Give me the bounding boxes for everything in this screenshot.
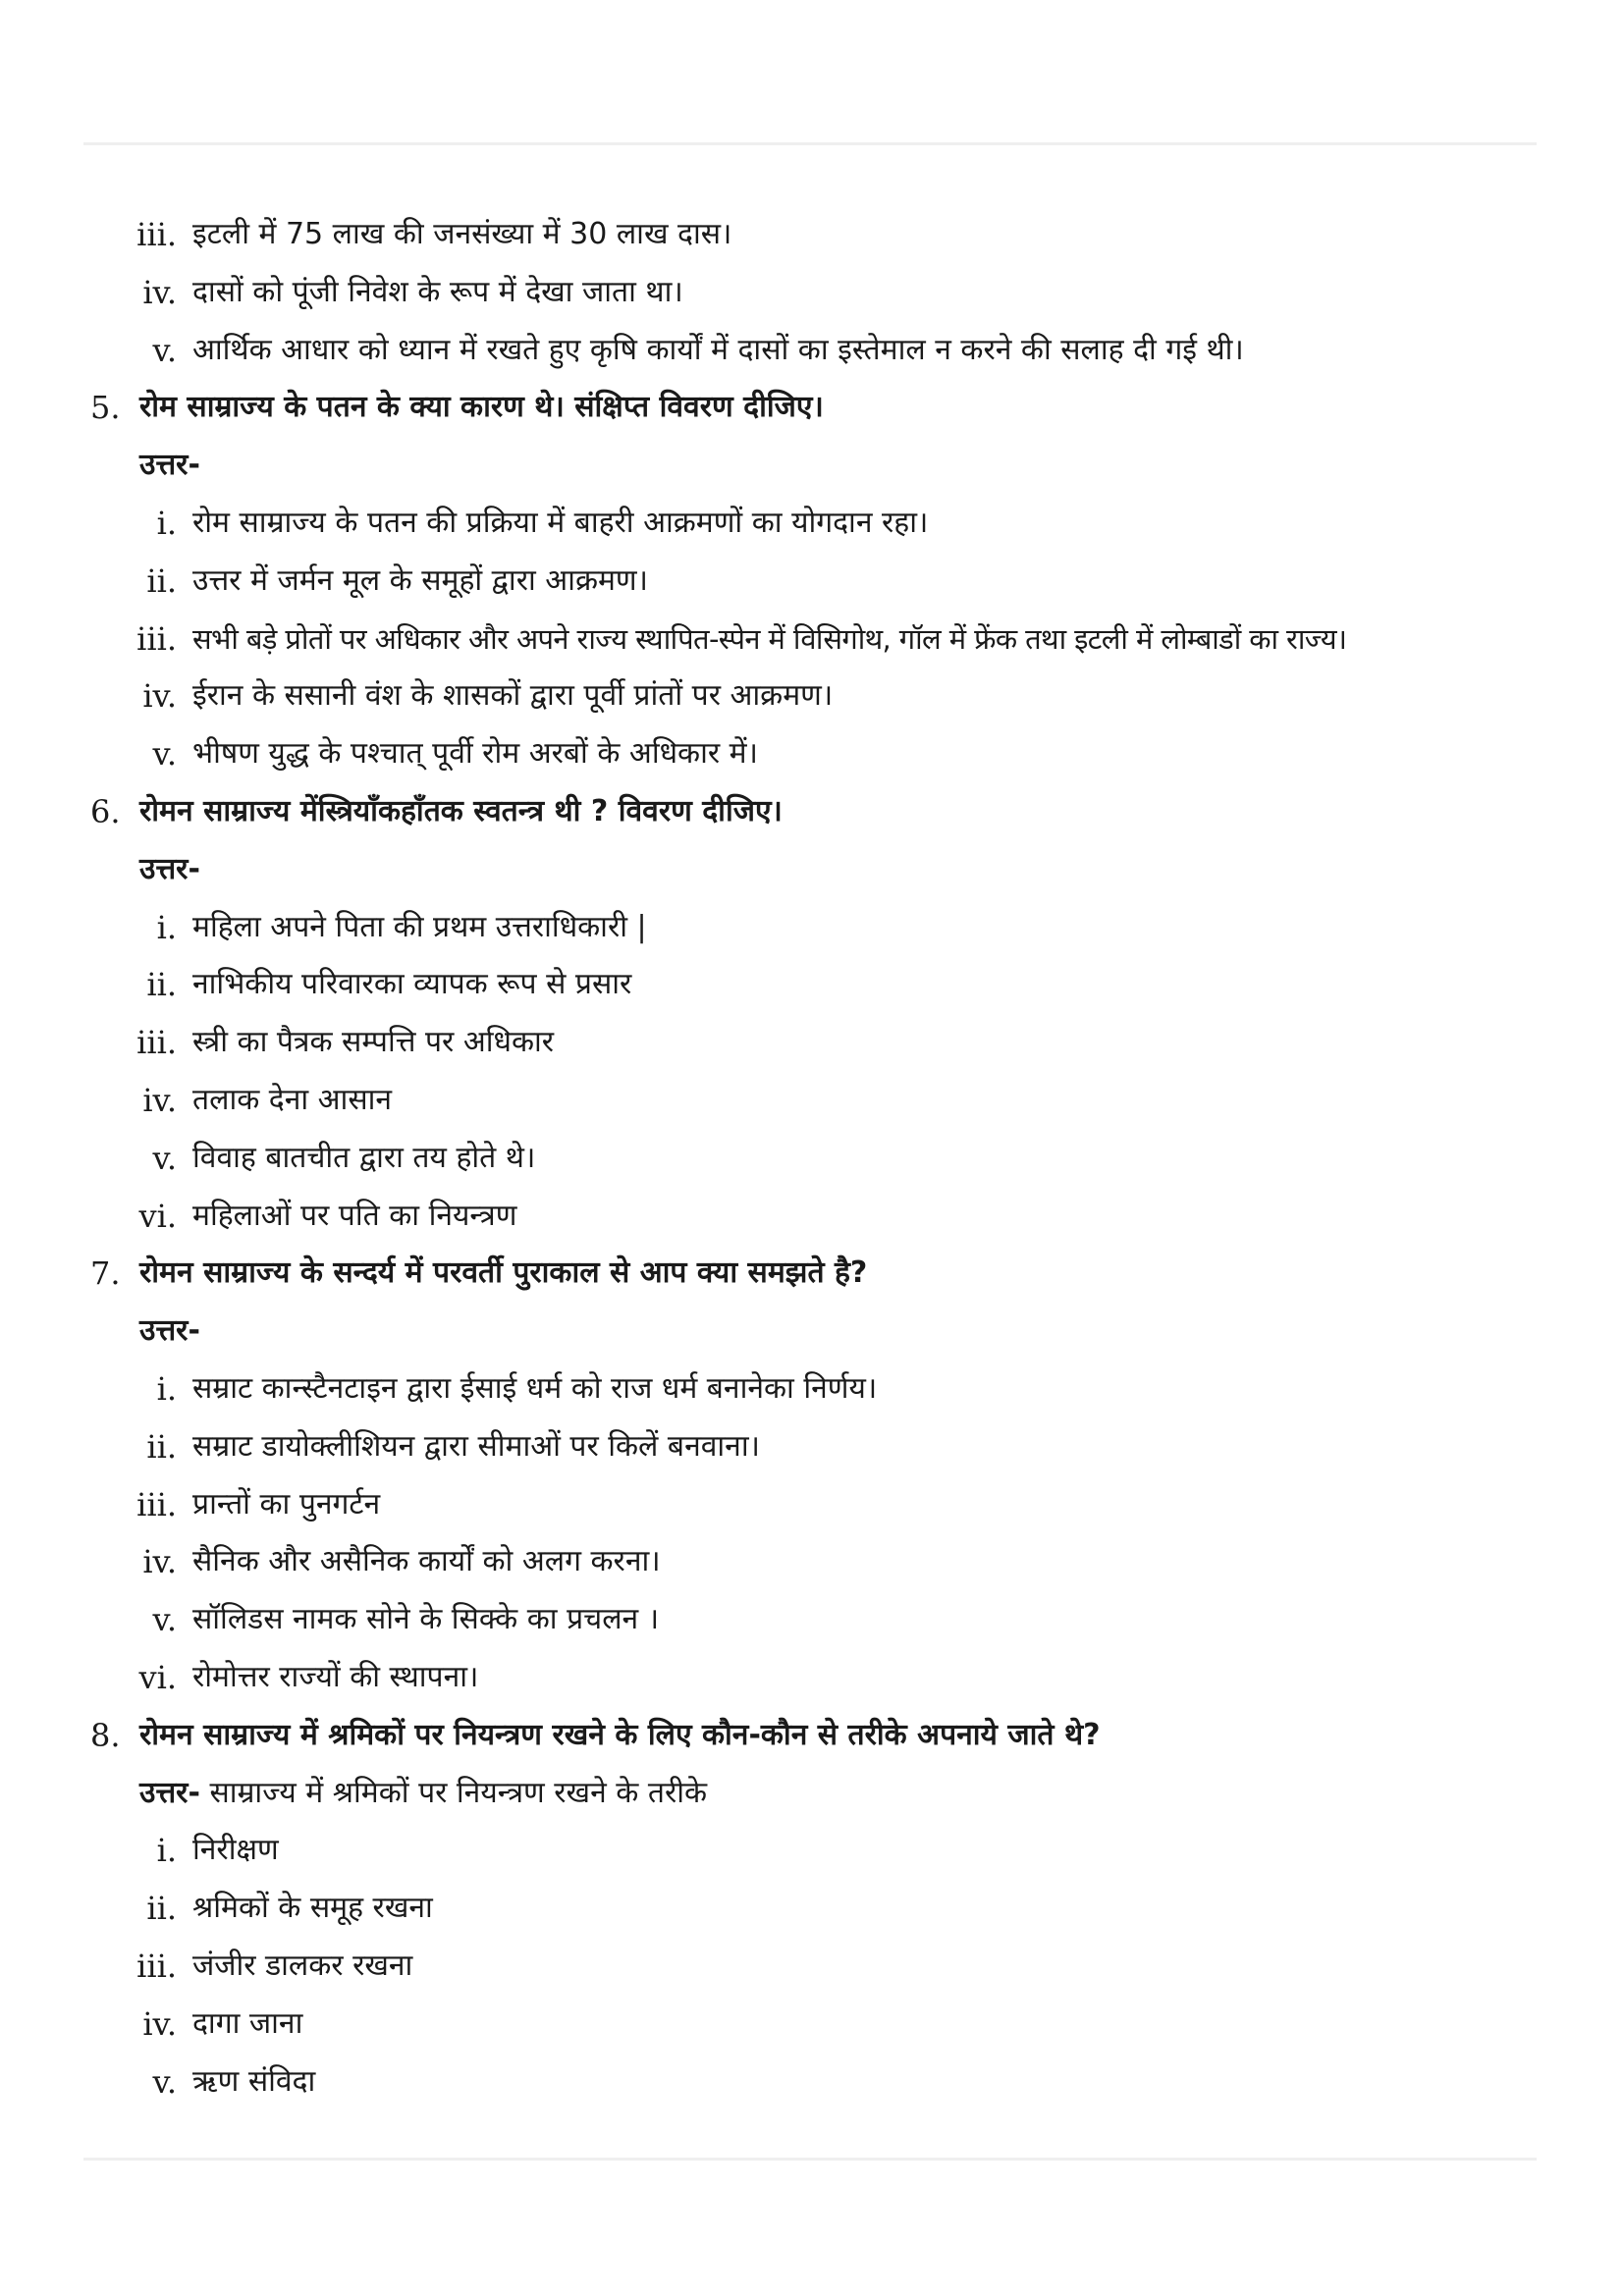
answer-label-row xyxy=(0,1303,1623,1361)
item-text: महिला अपने पिता की प्रथम उत्तराधिकारी | xyxy=(192,909,647,944)
item-number: i. xyxy=(156,504,177,542)
list-item xyxy=(0,725,1623,783)
list-item xyxy=(0,1418,1623,1476)
item-number: iv. xyxy=(142,273,177,311)
list-item xyxy=(0,611,1623,668)
item-number: iii. xyxy=(136,619,177,658)
item-number: v. xyxy=(152,1601,177,1639)
item-text: नाभिकीय परिवारका व्यापक रूप से प्रसार xyxy=(192,967,632,1002)
list-item xyxy=(0,264,1623,322)
item-text: दागा जाना xyxy=(192,2005,303,2041)
item-text: सम्राट कान्स्टैनटाइन द्वारा ईसाई धर्म को राज धर्म बनानेका निर्णय। xyxy=(192,1370,878,1406)
item-number: ii. xyxy=(146,561,177,600)
list-item xyxy=(0,1361,1623,1418)
item-number: v. xyxy=(152,735,177,774)
question-text: रोमन साम्राज्य के सन्दर्य में परवर्ती पुराकाल से आप क्या समझते है? xyxy=(139,1255,868,1291)
question-number: 8. xyxy=(90,1716,121,1754)
list-item xyxy=(0,1533,1623,1591)
item-text: रोमोत्तर राज्यों की स्थापना। xyxy=(192,1659,479,1694)
item-text: भीषण युद्ध के पश्चात् पूर्वी रोम अरबों के अधिकार में। xyxy=(192,736,758,772)
item-text: रोम साम्राज्य के पतन की प्रक्रिया में बाहरी आक्रमणों का योगदान रहा। xyxy=(192,505,929,540)
item-text: आर्थिक आधार को ध्यान में रखते हुए कृषि कार्यों में दासों का इस्तेमाल न करने की सलाह दी गई थी। xyxy=(192,332,1244,367)
list-item xyxy=(0,1188,1623,1246)
list-item xyxy=(0,1130,1623,1188)
question-number: 5. xyxy=(90,389,121,427)
item-text: दासों को पूंजी निवेश के रूप में देखा जाता था। xyxy=(192,274,683,309)
item-text: सभी बड़े प्रोतों पर अधिकार और अपने राज्य स्थापित-स्पेन में विसिगोथ, गॉल में फ्रेंक तथा इटली में लोम्बाडों का राज्य। xyxy=(192,621,1347,656)
item-number: iv. xyxy=(142,2004,177,2043)
item-text: महिलाओं पर पति का नियन्त्रण xyxy=(192,1198,517,1233)
list-item xyxy=(0,1072,1623,1130)
list-item xyxy=(0,899,1623,957)
list-item xyxy=(0,1822,1623,1880)
answer-label: उत्तर- साम्राज्य में श्रमिकों पर नियन्त्रण रखने के तरीके xyxy=(139,1775,708,1810)
answer-label-row xyxy=(0,1765,1623,1823)
item-number: iii. xyxy=(136,1947,177,1985)
item-text: ईरान के ससानी वंश के शासकों द्वारा पूर्वी प्रांतों पर आक्रमण। xyxy=(192,678,834,714)
list-item xyxy=(0,495,1623,553)
list-item xyxy=(0,1014,1623,1072)
item-number: v. xyxy=(152,1139,177,1177)
list-item xyxy=(0,1996,1623,2054)
question-heading xyxy=(0,783,1623,841)
item-text: ऋण संविदा xyxy=(192,2063,316,2099)
item-text: जंजीर डालकर रखना xyxy=(192,1948,413,1983)
item-number: iv. xyxy=(142,1543,177,1581)
question-number: 6. xyxy=(90,792,121,830)
item-number: ii. xyxy=(146,966,177,1004)
item-number: iii. xyxy=(136,216,177,253)
item-text: सॉलिडस नामक सोने के सिक्के का प्रचलन । xyxy=(192,1602,660,1637)
question-text: रोम साम्राज्य के पतन के क्या कारण थे। संक्षिप्त विवरण दीजिए। xyxy=(139,390,824,425)
question-heading xyxy=(0,1245,1623,1303)
list-item xyxy=(0,1476,1623,1534)
item-text: इटली में 75 लाख की जनसंख्या में 30 लाख दास। xyxy=(192,217,732,251)
item-number: iii. xyxy=(136,1485,177,1523)
list-item xyxy=(0,322,1623,380)
item-number: ii. xyxy=(146,1427,177,1466)
item-text: निरीक्षण xyxy=(192,1833,279,1868)
list-item xyxy=(0,1649,1623,1707)
answer-label: उत्तर- xyxy=(139,448,200,483)
list-item xyxy=(0,553,1623,611)
header-divider xyxy=(83,142,1537,145)
answer-label: उत्तर- xyxy=(139,1313,200,1349)
list-item xyxy=(0,1938,1623,1996)
item-number: v. xyxy=(152,2062,177,2101)
question-number: 7. xyxy=(90,1255,121,1293)
item-number: i. xyxy=(156,1369,177,1408)
question-heading xyxy=(0,1707,1623,1765)
item-text: सम्राट डायोक्लीशियन द्वारा सीमाओं पर किलें बनवाना। xyxy=(192,1428,760,1464)
item-text: श्रमिकों के समूह रखना xyxy=(192,1891,433,1926)
item-number: iv. xyxy=(142,1081,177,1119)
list-item xyxy=(0,206,1623,264)
answer-label-row xyxy=(0,841,1623,899)
item-text: स्त्री का पैत्रक सम्पत्ति पर अधिकार xyxy=(192,1025,555,1060)
footer-divider xyxy=(83,2158,1537,2161)
document-body xyxy=(0,206,1623,2110)
item-number: v. xyxy=(152,331,177,369)
item-number: i. xyxy=(156,908,177,946)
answer-label-row xyxy=(0,437,1623,495)
item-number: ii. xyxy=(146,1890,177,1928)
item-text: उत्तर में जर्मन मूल के समूहों द्वारा आक्रमण। xyxy=(192,562,648,598)
list-item xyxy=(0,2054,1623,2111)
item-number: iv. xyxy=(142,677,177,716)
question-text: रोमन साम्राज्य में श्रमिकों पर नियन्त्रण रखने के लिए कौन-कौन से तरीके अपनाये जाते थे? xyxy=(139,1717,1101,1752)
item-number: i. xyxy=(156,1832,177,1870)
question-text: रोमन साम्राज्य मेंस्त्रियाँकहाँतक स्वतन्त्र थी ? विवरण दीजिए। xyxy=(139,793,783,828)
list-item xyxy=(0,1591,1623,1649)
list-item xyxy=(0,1880,1623,1938)
item-text: सैनिक और असैनिक कार्यों को अलग करना। xyxy=(192,1544,661,1579)
list-item xyxy=(0,956,1623,1014)
item-number: vi. xyxy=(138,1197,177,1235)
item-text: तलाक देना आसान xyxy=(192,1082,393,1117)
item-text: प्रान्तों का पुनगर्टन xyxy=(192,1486,381,1522)
item-text: विवाह बातचीत द्वारा तय होते थे। xyxy=(192,1140,536,1175)
item-number: vi. xyxy=(138,1658,177,1696)
answer-label: उत्तर- xyxy=(139,851,200,886)
list-item xyxy=(0,667,1623,725)
question-heading xyxy=(0,379,1623,437)
item-number: iii. xyxy=(136,1024,177,1062)
